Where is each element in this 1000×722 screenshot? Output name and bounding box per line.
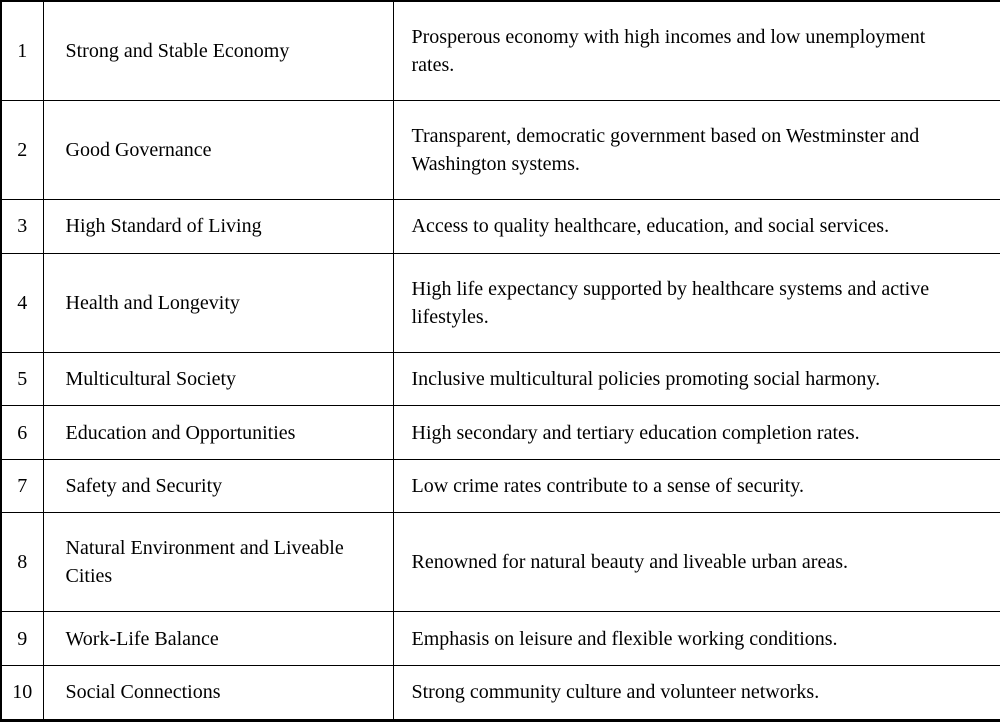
table-row: [1, 459, 1000, 513]
row-number: 6: [1, 406, 43, 460]
row-number: 8: [1, 513, 43, 612]
factor-description: High life expectancy supported by healthcare systems and active lifestyles.: [393, 253, 1000, 352]
table-row: [1, 101, 1000, 200]
table-row: [1, 513, 1000, 612]
factor-title: Health and Longevity: [43, 253, 393, 352]
factor-description: Low crime rates contribute to a sense of security.: [393, 459, 1000, 513]
factor-title: Natural Environment and Liveable Cities: [43, 513, 393, 612]
row-number: 10: [1, 665, 43, 720]
table-row: [1, 352, 1000, 406]
factor-description: Strong community culture and volunteer networks.: [393, 665, 1000, 720]
table-row: [1, 406, 1000, 460]
factor-description: Inclusive multicultural policies promoting social harmony.: [393, 352, 1000, 406]
factor-description: Transparent, democratic government based on Westminster and Washington systems.: [393, 101, 1000, 200]
factor-description: Access to quality healthcare, education, and social services.: [393, 200, 1000, 254]
factor-description: Renowned for natural beauty and liveable urban areas.: [393, 513, 1000, 612]
row-number: 1: [1, 1, 43, 101]
factor-description: Prosperous economy with high incomes and low unemployment rates.: [393, 1, 1000, 101]
table-row: [1, 253, 1000, 352]
factor-description: Emphasis on leisure and flexible working conditions.: [393, 612, 1000, 666]
factor-title: Strong and Stable Economy: [43, 1, 393, 101]
row-number: 3: [1, 200, 43, 254]
factor-title: Work-Life Balance: [43, 612, 393, 666]
row-number: 9: [1, 612, 43, 666]
table-row: [1, 665, 1000, 720]
row-number: 5: [1, 352, 43, 406]
row-number: 2: [1, 101, 43, 200]
row-number: 4: [1, 253, 43, 352]
table-row: [1, 612, 1000, 666]
table-row: [1, 1, 1000, 101]
factor-title: Good Governance: [43, 101, 393, 200]
factor-title: Education and Opportunities: [43, 406, 393, 460]
factor-title: High Standard of Living: [43, 200, 393, 254]
factor-title: Safety and Security: [43, 459, 393, 513]
table-row: [1, 200, 1000, 254]
factor-description: High secondary and tertiary education completion rates.: [393, 406, 1000, 460]
factor-title: Social Connections: [43, 665, 393, 720]
table-body: [1, 1, 1000, 721]
factor-title: Multicultural Society: [43, 352, 393, 406]
row-number: 7: [1, 459, 43, 513]
